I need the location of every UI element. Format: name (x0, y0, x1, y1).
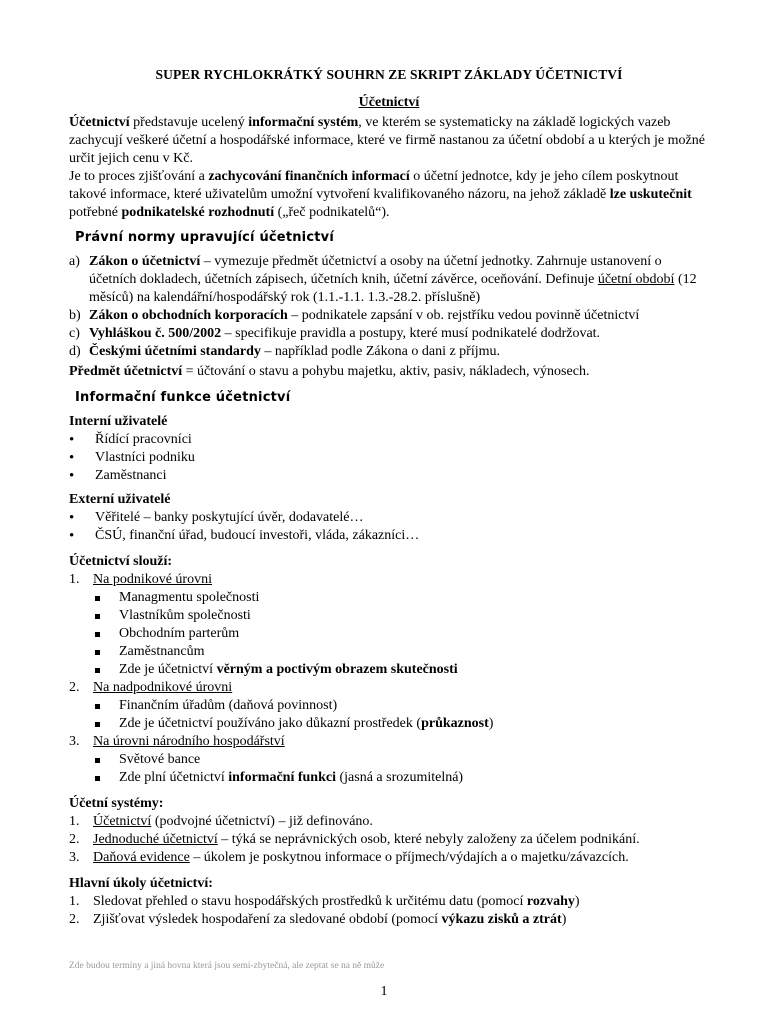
document-title: SUPER RYCHLOKRÁTKÝ SOUHRN ZE SKRIPT ZÁKLADY ÚČETNICTVÍ (155, 67, 623, 82)
heading-information-function: Informační funkce účetnictví (75, 390, 291, 405)
list-item: 3. Daňová evidence – úkolem je poskytnou informace o příjmech/výdajích a o majetku/závazcích. (69, 850, 629, 865)
list-item: 2. Zjišťovat výsledek hospodaření za sledované období (pomocí výkazu zisků a ztrát) (69, 912, 567, 927)
list-item: Zaměstnancům (93, 643, 709, 661)
label-internal-users: Interní uživatelé (69, 414, 168, 429)
list-item: b) Zákon o obchodních korporacích – podnikatele zapsání v ob. rejstříku vedou povinně účetnictví (69, 308, 640, 323)
list-item: 2. Jednoduché účetnictví – týká se neprávnických osob, které nebyly založeny za účelem podnikání. (69, 832, 640, 847)
list-item: Zde je účetnictví věrným a poctivým obrazem skutečnosti (93, 661, 709, 679)
list-item: 3. Na úrovni národního hospodářství Světové bance Zde plní účetnictví informační funkci (jasná a srozumitelná) (69, 733, 709, 787)
list-item: d) Českými účetními standardy – například podle Zákona o dani z příjmu. (69, 344, 501, 359)
label-main-tasks: Hlavní úkoly účetnictví: (69, 876, 213, 891)
list-item: • Řídící pracovníci (69, 431, 709, 449)
list-item: Managmentu společnosti (93, 589, 709, 607)
list-item: Obchodním parterům (93, 625, 709, 643)
list-item: a) Zákon o účetnictví – vymezuje předmět účetnictví a osoby na účetní jednotky. Zahrnuje ustanovení o účetních dokladech, účetních zápisech, účetních knih, účetní závěrce, oceňování. Definuje účetní období (12 měsíců) na kalendářní/hospodářský rok (1.1.-1.1. 1.3.-28.2. příslušně) (69, 254, 697, 305)
list-item: Finančním úřadům (daňová povinnost) (93, 697, 709, 715)
document-page (69, 66, 709, 929)
section-title-accounting: Účetnictví (358, 95, 420, 110)
sub-list (93, 697, 709, 733)
intro-paragraph-1: Účetnictví představuje ucelený informační systém, ve kterém se systematicky na základě logických vazeb zachycují veškeré účetní a hospodářské informace, které ve firmě nastanou za účetní období a u kterých je možné určit jejich cenu v Kč. (69, 115, 705, 166)
label-accounting-serves: Účetnictví slouží: (69, 554, 173, 569)
intro-paragraph-2: Je to proces zjišťování a zachycování finančních informací o účetní jednotce, kdy je jeho cílem poskytnout takové informace, které uživatelům umožní vytvoření kvalifikovaného názoru, na jehož základě lze uskutečnit potřebné podnikatelské rozhodnutí („řeč podnikatelů“). (69, 169, 692, 220)
list-item: Světové bance (93, 751, 709, 769)
subject-of-accounting: Předmět účetnictví = účtování o stavu a pohybu majetku, aktiv, pasiv, nákladech, výnosech. (69, 364, 590, 379)
sub-list (93, 589, 709, 679)
page-number: 1 (380, 984, 388, 999)
accounting-systems-list (69, 813, 709, 867)
list-item: 1. Sledovat přehled o stavu hospodářských prostředků k určitému datu (pomocí rozvahy) (69, 894, 580, 909)
list-item: Zde plní účetnictví informační funkci (jasná a srozumitelná) (93, 769, 709, 787)
list-item: Vlastníkům společnosti (93, 607, 709, 625)
footnote: Zde budou termíny a jiná hovna která jsou semi-zbytečná, ale zeptat se na ně může (69, 961, 385, 971)
list-item: 1. Účetnictví (podvojné účetnictví) – již definováno. (69, 814, 373, 829)
list-item: • Vlastníci podniku (69, 449, 709, 467)
label-accounting-systems: Účetní systémy: (69, 796, 164, 811)
legal-norms-list (69, 253, 709, 361)
external-users-list (69, 509, 709, 545)
sub-list (93, 751, 709, 787)
list-item: 1. Na podnikové úrovni Managmentu společnosti Vlastníkům společnosti Obchodním parterům Zaměstnancům Zde je účetnictví věrným a poctivým obrazem skutečnosti (69, 571, 709, 679)
list-item: • ČSÚ, finanční úřad, budoucí investoři, vláda, zákazníci… (69, 527, 709, 545)
internal-users-list (69, 431, 709, 485)
list-item: c) Vyhláškou č. 500/2002 – specifikuje pravidla a postupy, které musí podnikatelé dodržovat. (69, 326, 601, 341)
heading-legal-norms: Právní normy upravující účetnictví (75, 230, 334, 245)
list-item: • Zaměstnanci (69, 467, 709, 485)
accounting-serves-list (69, 571, 709, 787)
label-external-users: Externí uživatelé (69, 492, 171, 507)
list-item: 2. Na nadpodnikové úrovni Finančním úřadům (daňová povinnost) Zde je účetnictví používáno jako důkazní prostředek (průkaznost) (69, 679, 709, 733)
list-item: Zde je účetnictví používáno jako důkazní prostředek (průkaznost) (93, 715, 709, 733)
main-tasks-list (69, 893, 709, 929)
list-item: • Věřitelé – banky poskytující úvěr, dodavatelé… (69, 509, 709, 527)
